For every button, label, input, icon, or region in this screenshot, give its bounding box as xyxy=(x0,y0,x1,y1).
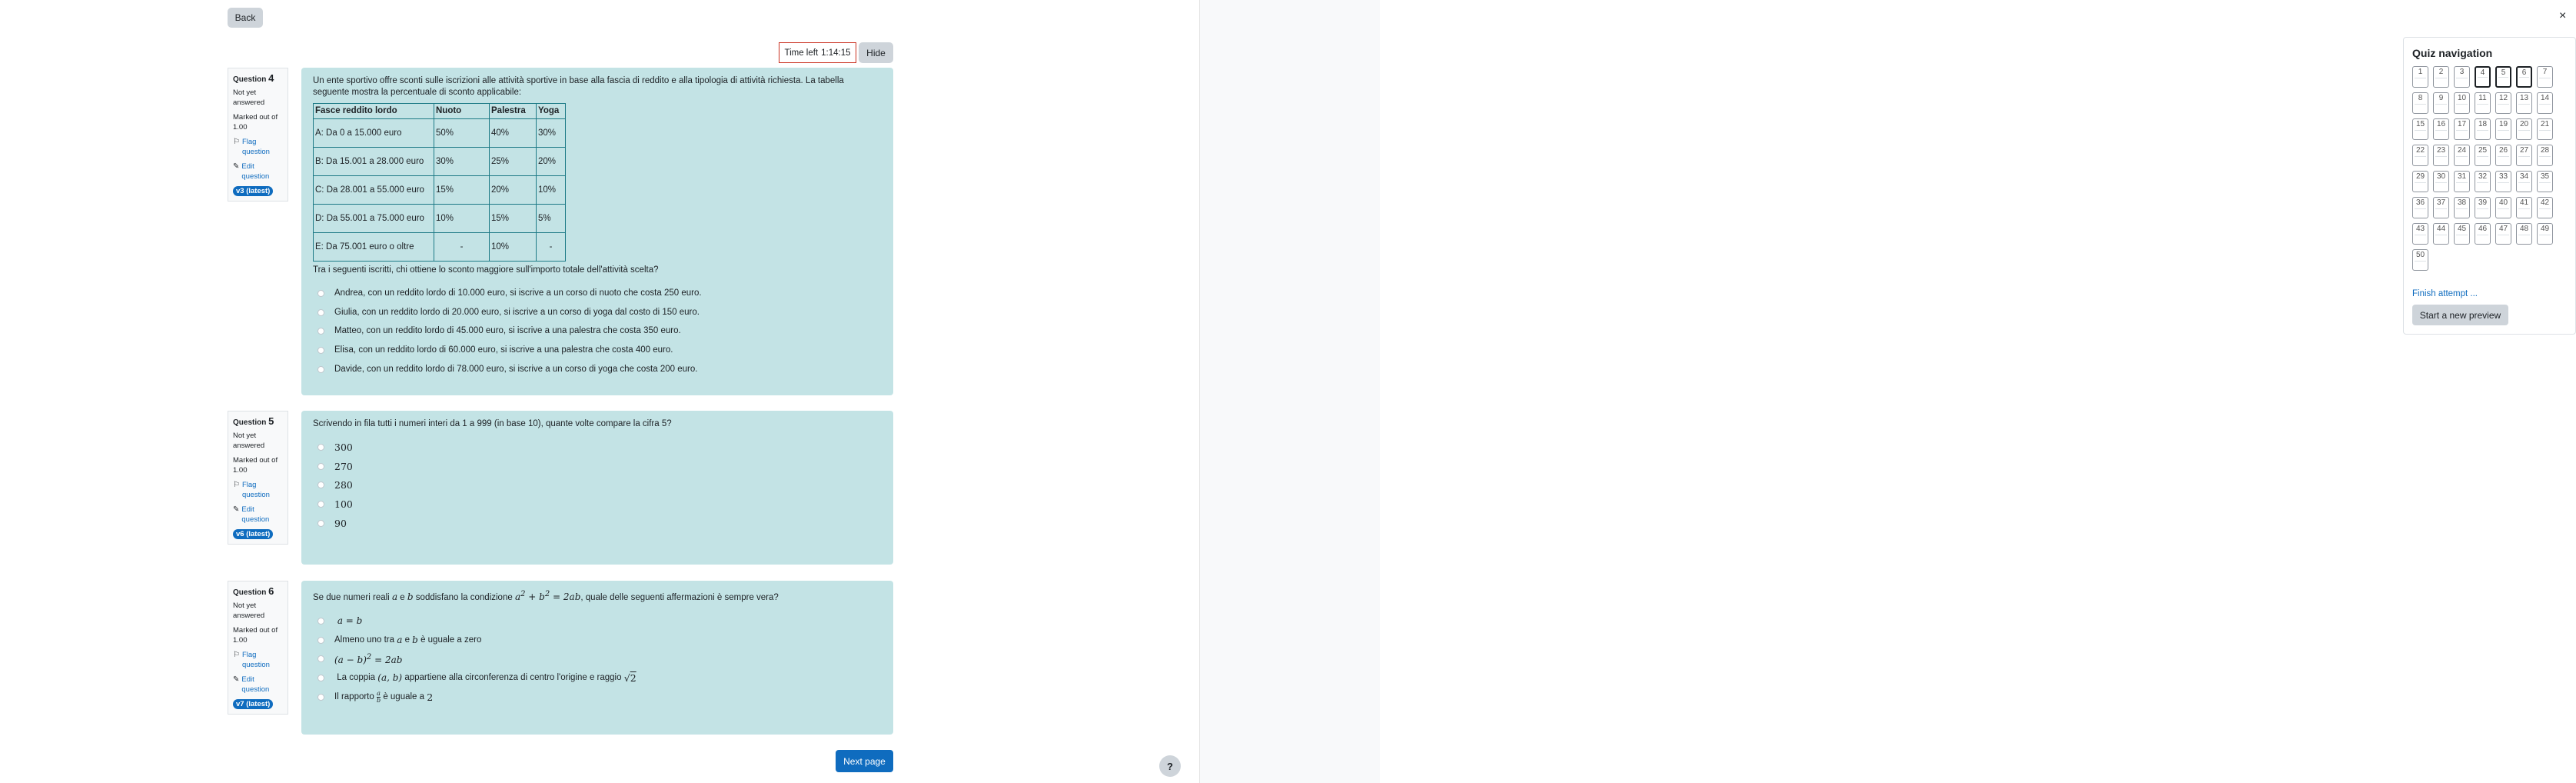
quiz-nav-button[interactable]: 38 xyxy=(2454,197,2470,218)
answer-option[interactable]: Davide, con un reddito lordo di 78.000 euro, si iscrive a un corso di yoga che costa 200 euro. xyxy=(313,360,882,379)
quiz-nav-button[interactable]: 21 xyxy=(2537,118,2553,140)
quiz-nav-button[interactable]: 9 xyxy=(2433,92,2449,114)
answer-list xyxy=(313,438,882,532)
radio-button[interactable] xyxy=(317,328,324,335)
radio-button[interactable] xyxy=(317,694,324,701)
question-state: Not yet answered xyxy=(233,88,265,107)
quiz-nav-button[interactable]: 15 xyxy=(2412,118,2428,140)
quiz-nav-button[interactable]: 5 xyxy=(2495,66,2511,88)
question-state: Not yet answered xyxy=(233,601,265,620)
quiz-nav-button[interactable]: 6 xyxy=(2516,66,2532,88)
quiz-timer xyxy=(779,42,856,63)
quiz-nav-button[interactable]: 12 xyxy=(2495,92,2511,114)
quiz-nav-button[interactable]: 27 xyxy=(2516,145,2532,166)
quiz-nav-button[interactable]: 29 xyxy=(2412,171,2428,192)
answer-option[interactable]: Matteo, con un reddito lordo di 45.000 euro, si iscrive a una palestra che costa 350 euro. xyxy=(313,322,882,341)
quiz-nav-button[interactable]: 3 xyxy=(2454,66,2470,88)
question-grade: Marked out of 1.00 xyxy=(233,113,278,132)
radio-button[interactable] xyxy=(317,655,324,662)
quiz-nav-button[interactable]: 20 xyxy=(2516,118,2532,140)
question-content-4 xyxy=(301,68,893,395)
main-region xyxy=(0,0,1199,783)
help-button[interactable]: ? xyxy=(1159,755,1181,777)
answer-option[interactable]: Elisa, con un reddito lordo di 60.000 euro, si iscrive a una palestra che costa 400 euro. xyxy=(313,341,882,360)
question-number: Question 6 xyxy=(233,585,274,597)
answer-option[interactable]: a = b xyxy=(313,611,882,631)
question-info-4 xyxy=(228,68,288,202)
timer-label: Time left xyxy=(784,48,819,58)
quiz-nav-button[interactable]: 10 xyxy=(2454,92,2470,114)
quiz-nav-button[interactable]: 1 xyxy=(2412,66,2428,88)
flag-icon: ⚐ xyxy=(233,481,240,489)
radio-button[interactable] xyxy=(317,481,324,488)
quiz-navigation-panel xyxy=(2403,37,2576,335)
timer-value: 1:14:15 xyxy=(821,48,851,58)
radio-button[interactable] xyxy=(317,463,324,470)
answer-list xyxy=(313,284,882,378)
quiz-nav-button[interactable]: 4 xyxy=(2475,66,2491,88)
quiz-nav-button[interactable]: 31 xyxy=(2454,171,2470,192)
quiz-nav-button[interactable]: 17 xyxy=(2454,118,2470,140)
table-header: Yoga xyxy=(537,104,566,119)
quiz-nav-button[interactable]: 33 xyxy=(2495,171,2511,192)
quiz-nav-button[interactable]: 44 xyxy=(2433,223,2449,245)
answer-option[interactable]: 280 xyxy=(313,475,882,495)
radio-button[interactable] xyxy=(317,309,324,316)
question-grade: Marked out of 1.00 xyxy=(233,626,278,645)
question-text: Un ente sportivo offre sconti sulle iscrizioni alle attività sportive in base alla fascia di reddito e alla tipologia di attività richiesta. La tabella seguente mostra la percentuale di sconto applicabile: xyxy=(313,76,844,97)
quiz-nav-button[interactable]: 32 xyxy=(2475,171,2491,192)
answer-option[interactable]: 90 xyxy=(313,514,882,533)
quiz-nav-button[interactable]: 46 xyxy=(2475,223,2491,245)
question-text: Se due numeri reali a e b soddisfano la condizione $a^2 + b^2 = 2ab$, quale delle seguenti affermazioni è sempre vera? xyxy=(313,590,779,602)
answer-option[interactable]: Giulia, con un reddito lordo di 20.000 euro, si iscrive a un corso di yoga dal costo di 150 euro. xyxy=(313,303,882,322)
question-prompt: Tra i seguenti iscritti, chi ottiene lo sconto maggiore sull'importo totale dell'attività scelta? xyxy=(313,265,659,275)
question-grade: Marked out of 1.00 xyxy=(233,456,278,475)
answer-option[interactable]: 270 xyxy=(313,457,882,476)
radio-button[interactable] xyxy=(317,675,324,681)
quiz-nav-button[interactable]: 18 xyxy=(2475,118,2491,140)
quiz-nav-button[interactable]: 22 xyxy=(2412,145,2428,166)
question-number: Question 5 xyxy=(233,415,274,427)
radio-button[interactable] xyxy=(317,290,324,297)
quiz-nav-button[interactable]: 49 xyxy=(2537,223,2553,245)
quiz-nav-button[interactable]: 19 xyxy=(2495,118,2511,140)
quiz-nav-button[interactable]: 26 xyxy=(2495,145,2511,166)
quiz-nav-button[interactable]: 36 xyxy=(2412,197,2428,218)
radio-button[interactable] xyxy=(317,444,324,451)
quiz-nav-button[interactable]: 50 xyxy=(2412,249,2428,271)
radio-button[interactable] xyxy=(317,520,324,527)
question-text: Scrivendo in fila tutti i numeri interi da 1 a 999 (in base 10), quante volte compare la cifra 5? xyxy=(313,419,672,428)
version-badge[interactable]: v7 (latest) xyxy=(233,699,273,709)
answer-option[interactable]: Almeno uno tra a e b è uguale a zero xyxy=(313,631,882,650)
answer-option[interactable]: 300 xyxy=(313,438,882,457)
quiz-nav-button[interactable]: 11 xyxy=(2475,92,2491,114)
question-content-6 xyxy=(301,581,893,735)
answer-option[interactable]: $(a - b)^2 = 2ab$ xyxy=(313,649,882,668)
quiz-nav-button[interactable]: 45 xyxy=(2454,223,2470,245)
quiz-nav-button[interactable]: 28 xyxy=(2537,145,2553,166)
nav-title: Quiz navigation xyxy=(2412,47,2493,59)
flag-icon: ⚐ xyxy=(233,138,240,146)
quiz-nav-button[interactable]: 34 xyxy=(2516,171,2532,192)
edit-question-link[interactable]: ✎ Edit question xyxy=(233,675,270,694)
quiz-nav-button[interactable]: 16 xyxy=(2433,118,2449,140)
flag-question-link[interactable]: ⚐ Flag question xyxy=(233,481,270,499)
quiz-nav-button[interactable]: 8 xyxy=(2412,92,2428,114)
quiz-nav-button[interactable]: 40 xyxy=(2495,197,2511,218)
quiz-nav-button[interactable]: 13 xyxy=(2516,92,2532,114)
radio-button[interactable] xyxy=(317,637,324,644)
table-header: Palestra xyxy=(490,104,537,119)
answer-option[interactable]: 100 xyxy=(313,495,882,514)
answer-option[interactable]: Il rapporto a b è uguale a 2 xyxy=(313,688,882,707)
version-badge[interactable]: v6 (latest) xyxy=(233,529,273,539)
question-button-grid xyxy=(2412,66,2567,271)
table-row: B: Da 15.001 a 28.000 euro 30% 25% 20% xyxy=(314,148,566,176)
quiz-nav-button[interactable]: 2 xyxy=(2433,66,2449,88)
math-expression: $a^2 + b^2 = 2ab$ xyxy=(514,590,581,602)
quiz-nav-button[interactable]: 30 xyxy=(2433,171,2449,192)
pencil-icon: ✎ xyxy=(233,675,240,684)
quiz-nav-button[interactable]: 24 xyxy=(2454,145,2470,166)
radio-button[interactable] xyxy=(317,347,324,354)
quiz-nav-button[interactable]: 42 xyxy=(2537,197,2553,218)
question-content-5 xyxy=(301,411,893,565)
radio-button[interactable] xyxy=(317,366,324,373)
version-badge[interactable]: v3 (latest) xyxy=(233,186,273,196)
quiz-nav-button[interactable]: 48 xyxy=(2516,223,2532,245)
question-info-5 xyxy=(228,411,288,545)
quiz-nav-button[interactable]: 43 xyxy=(2412,223,2428,245)
new-preview-button[interactable]: Start a new preview xyxy=(2412,305,2508,325)
quiz-nav-button[interactable]: 37 xyxy=(2433,197,2449,218)
flag-question-link[interactable]: ⚐ Flag question xyxy=(233,651,270,669)
quiz-nav-button[interactable]: 25 xyxy=(2475,145,2491,166)
quiz-nav-button[interactable]: 39 xyxy=(2475,197,2491,218)
flag-icon: ⚐ xyxy=(233,651,240,659)
quiz-nav-button[interactable]: 35 xyxy=(2537,171,2553,192)
question-info-6 xyxy=(228,581,288,715)
quiz-nav-button[interactable]: 47 xyxy=(2495,223,2511,245)
quiz-navigation-drawer xyxy=(1199,0,2567,783)
quiz-nav-button[interactable]: 7 xyxy=(2537,66,2553,88)
table-row: D: Da 55.001 a 75.000 euro 10% 15% 5% xyxy=(314,205,566,233)
edit-question-link[interactable]: ✎ Edit question xyxy=(233,505,270,524)
question-state: Not yet answered xyxy=(233,431,265,450)
table-row: E: Da 75.001 euro o oltre - 10% - xyxy=(314,233,566,262)
quiz-nav-button[interactable]: 23 xyxy=(2433,145,2449,166)
pencil-icon: ✎ xyxy=(233,162,240,171)
table-header: Nuoto xyxy=(434,104,490,119)
finish-attempt-link[interactable]: Finish attempt ... xyxy=(2412,289,2478,298)
table-row: C: Da 28.001 a 55.000 euro 15% 20% 10% xyxy=(314,176,566,205)
table-row: A: Da 0 a 15.000 euro 50% 40% 30% xyxy=(314,119,566,148)
radio-button[interactable] xyxy=(317,501,324,508)
edit-question-link[interactable]: ✎ Edit question xyxy=(233,162,270,181)
answer-option[interactable]: Andrea, con un reddito lordo di 10.000 euro, si iscrive a un corso di nuoto che costa 250 euro. xyxy=(313,284,882,303)
close-icon[interactable]: × xyxy=(2559,9,2567,22)
table-header: Fasce reddito lordo xyxy=(314,104,434,119)
back-button[interactable]: Back xyxy=(228,8,263,28)
quiz-nav-button[interactable]: 41 xyxy=(2516,197,2532,218)
question-number: Question 4 xyxy=(233,72,274,84)
next-page-button[interactable]: Next page xyxy=(836,750,893,772)
radio-button[interactable] xyxy=(317,618,324,625)
hide-timer-button[interactable]: Hide xyxy=(859,42,893,63)
pencil-icon: ✎ xyxy=(233,505,240,514)
discount-table xyxy=(313,103,566,262)
answer-option[interactable]: La coppia (a, b) appartiene alla circonferenza di centro l'origine e raggio √2 xyxy=(313,668,882,688)
answer-list xyxy=(313,611,882,706)
quiz-nav-button[interactable]: 14 xyxy=(2537,92,2553,114)
flag-question-link[interactable]: ⚐ Flag question xyxy=(233,138,270,156)
